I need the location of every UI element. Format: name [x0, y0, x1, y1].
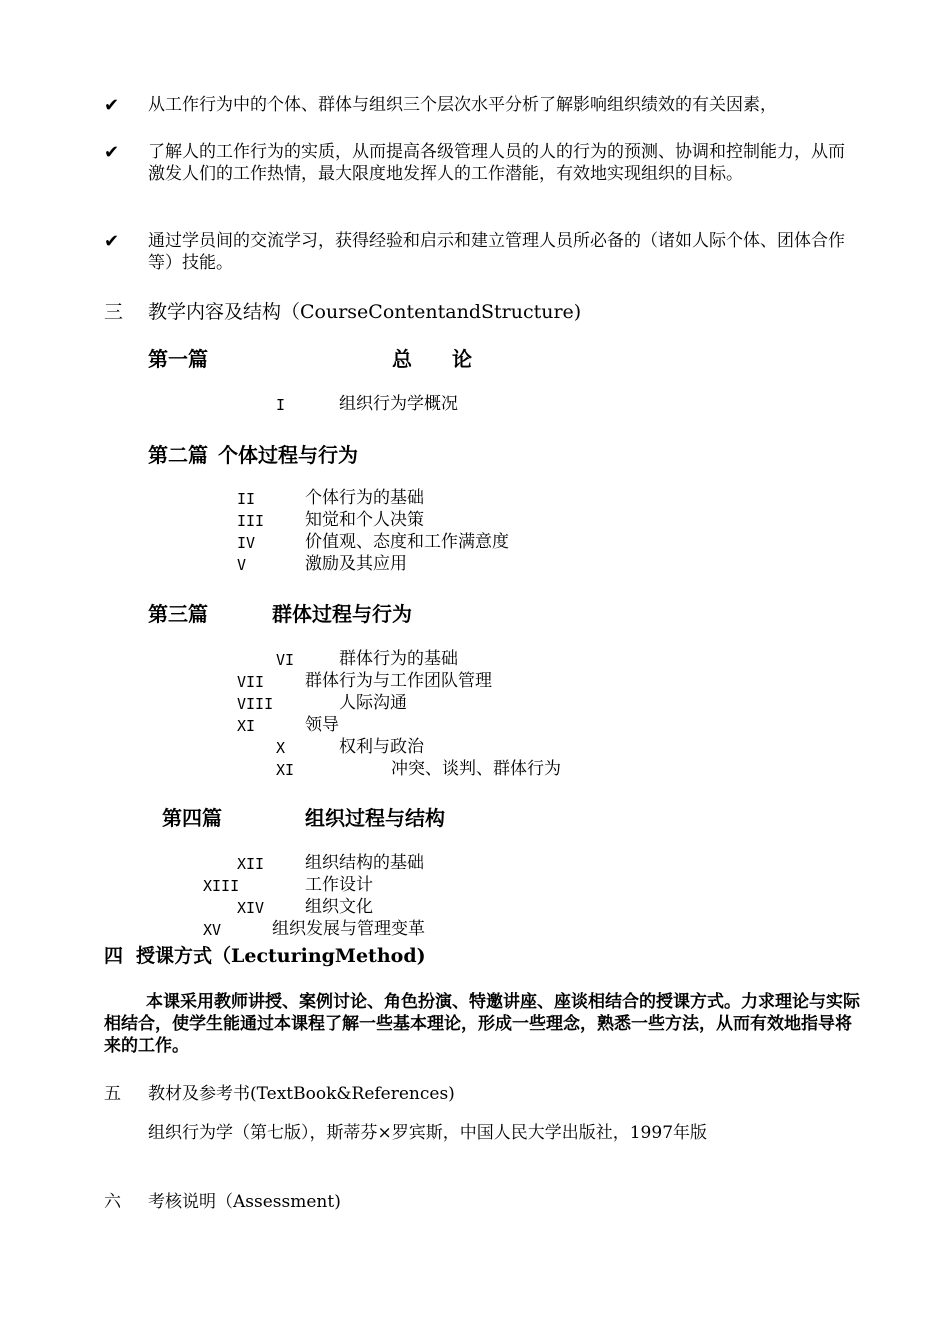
section-title: 授课方式（LecturingMethod) — [136, 945, 426, 967]
chapter-title: 领导 — [305, 715, 339, 735]
chapter-number: VIII — [237, 695, 274, 713]
section-number: 四 — [104, 945, 124, 967]
textbook-reference: 组织行为学（第七版），斯蒂芬×罗宾斯，中国人民大学出版社，1997年版 — [148, 1123, 708, 1143]
bullet-text: 从工作行为中的个体、群体与组织三个层次水平分析了解影响组织绩效的有关因素， — [148, 95, 777, 115]
chapter-title: 激励及其应用 — [305, 554, 407, 574]
part-label: 第四篇 — [162, 806, 222, 830]
chapter-title: 冲突、谈判、群体行为 — [391, 759, 561, 779]
chapter-number: XIII — [203, 877, 240, 895]
chapter-number: V — [237, 556, 247, 574]
chapter-title: 组织文化 — [305, 897, 373, 917]
part-title: 群体过程与行为 — [272, 602, 412, 626]
part-title: 总 论 — [392, 347, 472, 371]
section-title: 教材及参考书(TextBook&References) — [148, 1084, 455, 1104]
section-number: 六 — [104, 1192, 121, 1212]
chapter-number: XV — [203, 921, 222, 939]
chapter-title: 价值观、态度和工作满意度 — [305, 532, 509, 552]
part-label: 第二篇 — [148, 443, 208, 467]
chapter-number: I — [276, 396, 286, 414]
checkmark-icon: ✔ — [104, 231, 120, 252]
chapter-number: XIV — [237, 899, 265, 917]
chapter-title: 人际沟通 — [339, 693, 407, 713]
chapter-number: X — [276, 739, 286, 757]
section-number: 三 — [104, 301, 124, 323]
bullet-text: 通过学员间的交流学习，获得经验和启示和建立管理人员所必备的（诸如人际个体、团体合作等）技能。 — [148, 231, 845, 273]
chapter-title: 群体行为的基础 — [339, 649, 458, 669]
chapter-title: 个体行为的基础 — [305, 488, 424, 508]
chapter-title: 权利与政治 — [339, 737, 424, 757]
bullet-text: 了解人的工作行为的实质，从而提高各级管理人员的人的行为的预测、协调和控制能力，从而激发人们的工作热情，最大限度地发挥人的工作潜能，有效地实现组织的目标。 — [148, 142, 845, 184]
chapter-number: IV — [237, 534, 256, 552]
section-title: 考核说明（Assessment) — [148, 1192, 341, 1212]
chapter-number: VI — [276, 651, 295, 669]
chapter-title: 组织发展与管理变革 — [272, 919, 425, 939]
chapter-number: XI — [276, 761, 295, 779]
part-label: 第一篇 — [148, 347, 208, 371]
chapter-title: 群体行为与工作团队管理 — [305, 671, 492, 691]
part-label: 第三篇 — [148, 602, 208, 626]
chapter-title: 组织结构的基础 — [305, 853, 424, 873]
checkmark-icon: ✔ — [104, 142, 120, 163]
part-title: 个体过程与行为 — [218, 443, 358, 467]
part-title: 组织过程与结构 — [305, 806, 445, 830]
lecturing-method-paragraph: 本课采用教师讲授、案例讨论、角色扮演、特邀讲座、座谈相结合的授课方式。力求理论与实际相结合，使学生能通过本课程了解一些基本理论，形成一些理念，熟悉一些方法，从而有效地指导将来的工作。 — [104, 992, 860, 1056]
section-title: 教学内容及结构（CourseContentandStructure) — [148, 301, 582, 323]
checkmark-icon: ✔ — [104, 95, 120, 116]
chapter-title: 工作设计 — [305, 875, 373, 895]
chapter-number: VII — [237, 673, 265, 691]
section-number: 五 — [104, 1084, 121, 1104]
chapter-number: II — [237, 490, 256, 508]
chapter-title: 组织行为学概况 — [339, 394, 458, 414]
chapter-number: XI — [237, 717, 256, 735]
chapter-number: III — [237, 512, 265, 530]
chapter-number: XII — [237, 855, 265, 873]
chapter-title: 知觉和个人决策 — [305, 510, 424, 530]
